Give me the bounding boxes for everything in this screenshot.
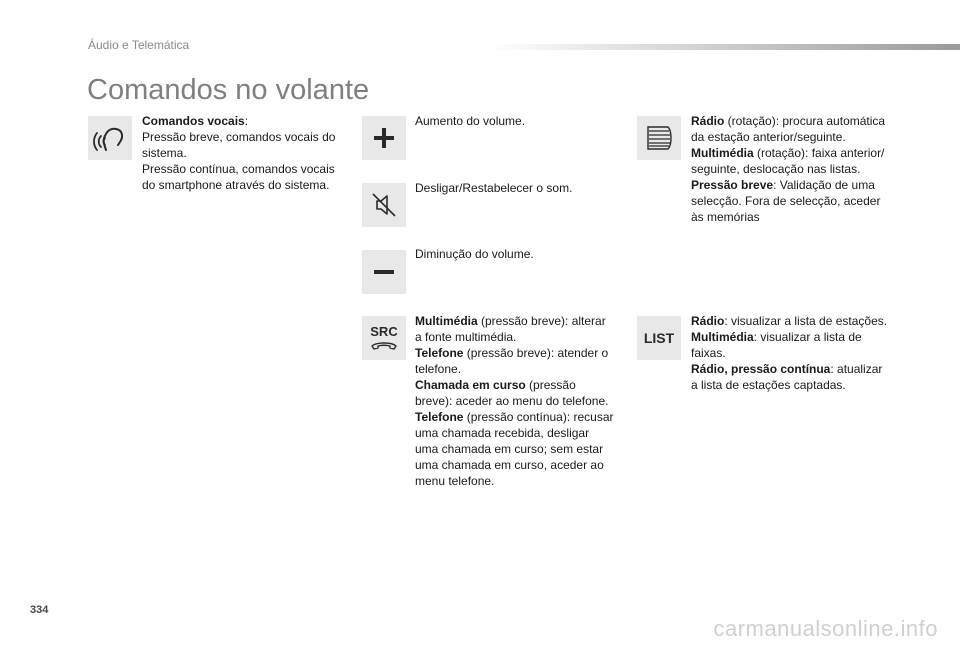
minus-icon — [362, 250, 406, 294]
watermark: carmanualsonline.info — [713, 616, 938, 641]
src-phone-icon — [362, 316, 406, 360]
page-number: 334 — [30, 604, 49, 616]
thumbwheel-icon — [637, 116, 681, 160]
plus-icon — [362, 116, 406, 160]
section-label: Áudio e Telemática — [88, 38, 190, 52]
page-title: Comandos no volante — [87, 74, 370, 106]
volume-down-description: Diminução do volume. — [415, 247, 534, 261]
thumbwheel-description: Rádio (rotação): procura automática da estação anterior/seguinte. Multimédia (rotação): faixa anterior/ seguinte, deslocação nas listas. Pressão breve: Validação de uma selecção. Fora de selecção, aceder às memórias — [691, 114, 886, 224]
src-description: Multimédia (pressão breve): alterar a fonte multimédia. Telefone (pressão breve): atender o telefone. Chamada em curso (pressão breve): aceder ao menu do telefone. Telefone (pressão contínua): recusar uma chamada recebida, desligar uma chamada em curso; sem estar uma chamada em curso, aceder ao menu telefone. — [415, 314, 614, 488]
mute-description: Desligar/Restabelecer o som. — [415, 181, 573, 195]
src-icon-label: SRC — [370, 324, 398, 339]
mute-icon — [362, 183, 406, 227]
voice-command-icon — [88, 116, 132, 160]
list-icon — [637, 316, 681, 360]
volume-up-description: Aumento do volume. — [415, 114, 526, 128]
header-rule — [488, 44, 960, 50]
list-icon-label: LIST — [643, 330, 675, 346]
list-description: Rádio: visualizar a lista de estações. Multimédia: visualizar a lista de faixas. Rádio, pressão contínua: atualizar a lista de estações captadas. — [691, 314, 888, 392]
voice-command-description: Comandos vocais: Pressão breve, comandos vocais do sistema. Pressão contínua, comandos vocais do smartphone através do sistema. — [142, 114, 336, 192]
